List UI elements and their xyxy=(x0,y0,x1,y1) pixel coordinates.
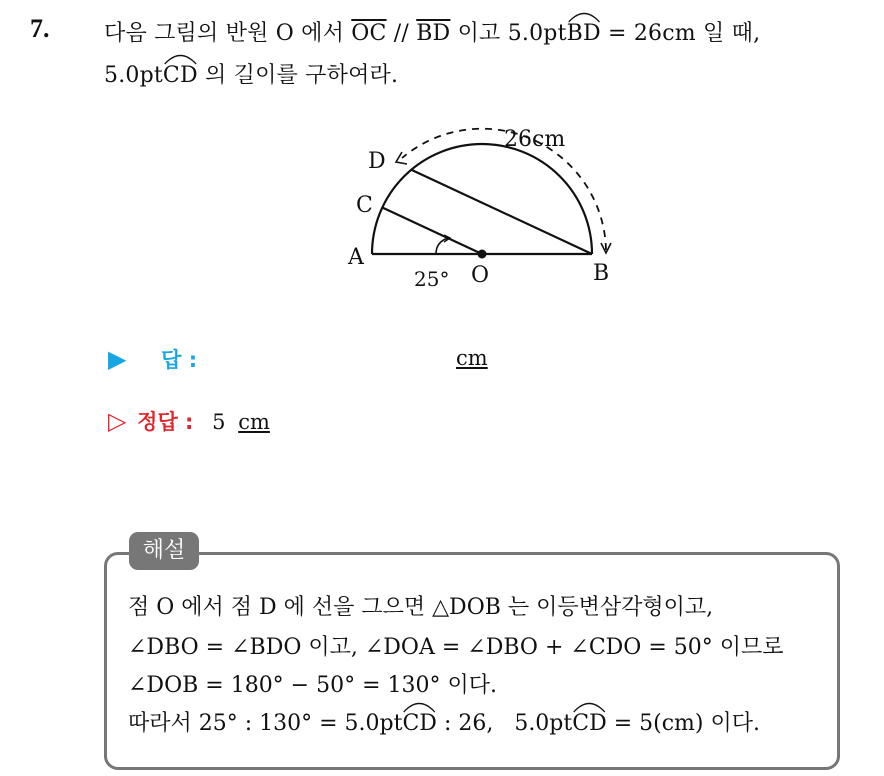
arc-mark-icon xyxy=(163,51,198,65)
solution-line-2: ∠DBO = ∠BDO 이고, ∠DOA = ∠DBO + ∠CDO = 50° 이므로 xyxy=(128,635,784,660)
label-d: D xyxy=(368,149,386,174)
solution-tag: 해설 xyxy=(129,532,199,570)
question-text-mid: 이고 5.0pt xyxy=(450,21,567,46)
label-c: C xyxy=(356,193,373,218)
question-text-prefix: 다음 그림의 반원 O 에서 xyxy=(104,21,352,46)
solution-line4-prefix: 따라서 25° : 130° = 5.0pt xyxy=(128,711,403,736)
correct-marker-icon: ▷ xyxy=(108,407,127,435)
solution-line-4 xyxy=(128,706,760,737)
solution-line-1: 점 O 에서 점 D 에 선을 그으면 △DOB 는 이등변삼각형이고, xyxy=(128,595,714,620)
label-o: O xyxy=(471,263,490,288)
segment-oc-line xyxy=(382,208,482,255)
correct-value: 5 xyxy=(212,410,226,434)
parallel-symbol: // xyxy=(386,21,417,46)
arrowhead-d-icon xyxy=(396,152,407,164)
arc-cd-solution-1 xyxy=(402,711,436,736)
question-number: 7. xyxy=(30,14,50,43)
question-text-suffix: = 26cm 일 때, xyxy=(600,21,761,46)
label-b: B xyxy=(593,261,610,286)
solution-line4-mid: : 26, 5.0pt xyxy=(436,711,573,736)
arc-cd xyxy=(163,63,198,88)
correct-row xyxy=(108,406,270,436)
center-point-o xyxy=(478,250,487,259)
answer-marker-icon: ▶ xyxy=(108,345,127,373)
question-line2-prefix: 5.0pt xyxy=(104,63,163,88)
arc-cd-label-1: CD xyxy=(402,711,437,736)
answer-label: 답 : xyxy=(161,348,198,372)
arc-bd-label: BD xyxy=(566,21,601,46)
arc-mark-icon xyxy=(572,699,606,713)
segment-oc: $\overline{OC}$ xyxy=(351,21,387,46)
arc-mark-icon xyxy=(567,9,601,23)
question-line-2 xyxy=(104,58,398,89)
semicircle-figure xyxy=(340,118,640,298)
label-arc-length: 26cm xyxy=(504,127,566,152)
answer-unit: cm xyxy=(456,346,488,370)
answer-row xyxy=(108,344,197,374)
label-a: A xyxy=(348,245,364,270)
correct-label: 정답 : xyxy=(137,410,194,434)
segment-bd: $\overline{BD}$ xyxy=(416,21,451,46)
question-line-1 xyxy=(104,16,760,47)
solution-line-3: ∠DOB = 180° − 50° = 130° 이다. xyxy=(128,673,498,698)
arc-bd xyxy=(567,21,601,46)
arc-mark-icon xyxy=(402,699,436,713)
question-line2-suffix: 의 길이를 구하여라. xyxy=(197,63,399,88)
solution-box xyxy=(104,552,840,770)
arc-cd-label-2: CD xyxy=(572,711,607,736)
arc-cd-label: CD xyxy=(162,63,198,88)
solution-line4-suffix: = 5(cm) 이다. xyxy=(606,711,760,736)
arc-cd-solution-2 xyxy=(572,711,606,736)
correct-unit: cm xyxy=(238,410,270,434)
label-angle: 25° xyxy=(414,267,450,291)
